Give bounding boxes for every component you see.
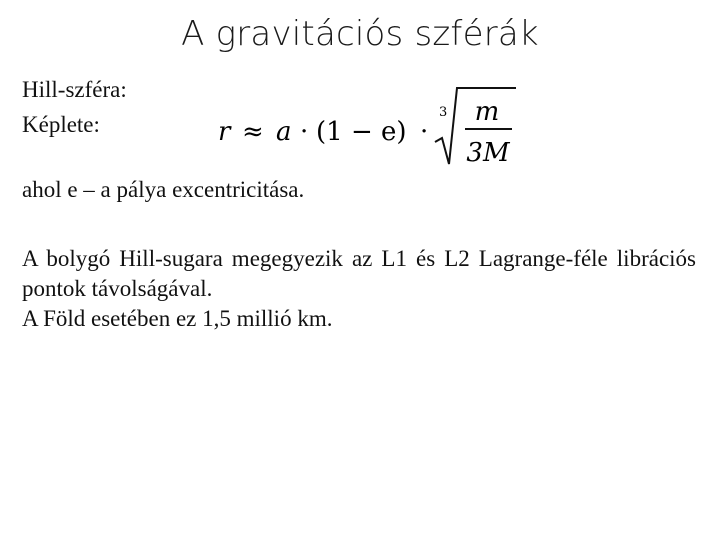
root-index: 3 (439, 105, 448, 120)
formula-r: r (218, 117, 231, 147)
formula-dot-2: · (420, 117, 429, 147)
fraction-denominator: 3M (466, 138, 510, 168)
earth-sentence: A Föld esetében ez 1,5 millió km. (22, 306, 333, 331)
eccentricity-definition: ahol e – a pálya excentricitása. (22, 177, 305, 202)
formula-graphic (212, 80, 532, 176)
fraction-numerator: m (474, 97, 500, 127)
hill-radius-formula (212, 80, 532, 176)
formula-approx: ≈ (242, 117, 264, 147)
formula-dot-1: · (300, 117, 309, 147)
formula-label: Képlete: (22, 112, 100, 137)
explanation-paragraph (22, 244, 696, 334)
hill-sphere-label: Hill-szféra: (22, 77, 127, 102)
formula-factor: (1 − e) (316, 117, 407, 147)
formula-a: a (276, 117, 292, 147)
lagrange-sentence: A bolygó Hill-sugara megegyezik az L1 és L2 Lagrange-féle librációs pontok távolságával. (22, 246, 696, 301)
page-title: A gravitációs szférák (181, 14, 539, 54)
